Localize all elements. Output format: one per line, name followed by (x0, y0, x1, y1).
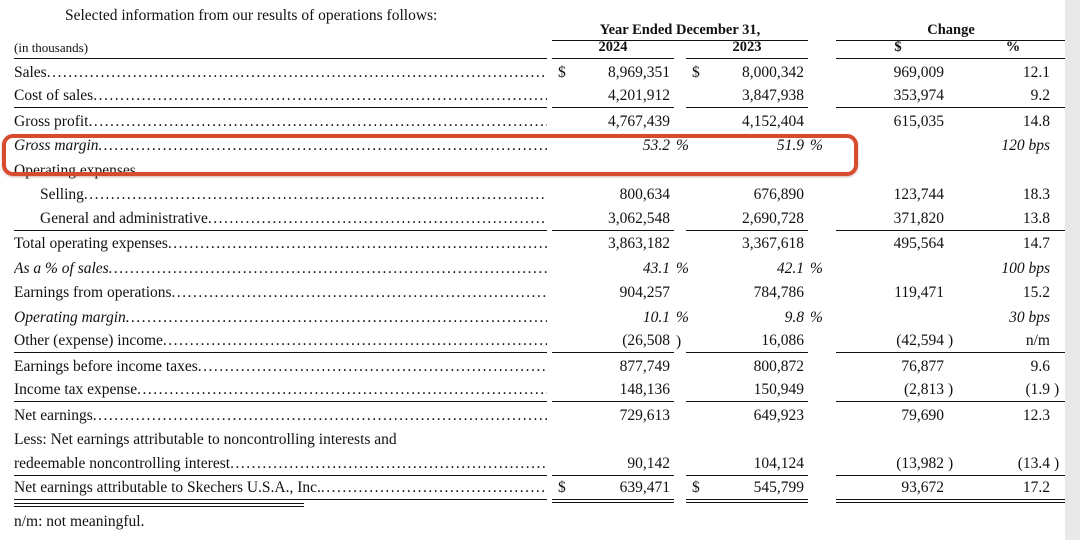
suffix-2024 (674, 253, 686, 255)
value: 371,820 (893, 209, 944, 227)
table-row (14, 108, 1066, 133)
row-label: Earnings before income taxes (14, 357, 198, 375)
table-row (14, 84, 1066, 109)
row-label: Gross profit (14, 112, 89, 130)
col-change-dollar-cell (836, 133, 960, 158)
dot-leader (163, 332, 547, 350)
col-2023-cell (686, 157, 808, 182)
suffix: ) (1054, 454, 1060, 472)
col-change-dollar-cell (836, 231, 960, 256)
col-change-dollar-cell (836, 84, 960, 109)
suffix-2024 (674, 474, 686, 476)
table-row (14, 255, 1066, 280)
row-label-cell (14, 84, 547, 109)
col-change-dollar-cell (836, 451, 960, 476)
header-col-2023: 2023 (686, 41, 808, 59)
currency-symbol: $ (692, 479, 700, 496)
table-row (14, 353, 1066, 378)
suffix-2024: % (676, 308, 689, 326)
suffix-2023 (808, 229, 836, 231)
value: 12.1 (1022, 63, 1050, 81)
value: 150,949 (753, 381, 804, 398)
suffix-2024 (674, 204, 686, 206)
row-label-cell (14, 329, 547, 354)
table-row (14, 427, 1066, 452)
col-change-percent-cell (960, 427, 1066, 452)
col-change-percent-cell (960, 353, 1066, 378)
row-label-cell (14, 108, 547, 133)
suffix-2023: % (810, 259, 823, 277)
value: 9.8 (784, 308, 804, 326)
col-2024-cell (552, 378, 674, 403)
value: 43.1 (642, 259, 670, 277)
col-change-dollar-cell (836, 329, 960, 354)
value: 16,086 (761, 332, 804, 349)
value: (26,508 (622, 332, 670, 349)
table-row (14, 378, 1066, 403)
value: 120 bps (1001, 137, 1050, 154)
col-2023-cell (686, 206, 808, 231)
col-change-percent-cell (960, 329, 1066, 354)
col-2023-cell (686, 182, 808, 207)
suffix-2023 (808, 180, 836, 182)
value: 969,009 (893, 63, 944, 81)
dot-leader (230, 455, 547, 473)
col-change-dollar-cell (836, 280, 960, 305)
table-header-group-row (14, 23, 1066, 41)
table-row (14, 280, 1066, 305)
row-label: Selling (40, 186, 84, 203)
currency-symbol: $ (558, 479, 566, 496)
suffix-2024 (674, 180, 686, 182)
header-col-change-percent: % (960, 41, 1066, 59)
col-change-dollar-cell (836, 476, 960, 501)
col-2024-cell (552, 402, 674, 427)
value: 123,744 (893, 186, 944, 203)
row-label-cell (14, 206, 547, 231)
value: 79,690 (901, 406, 944, 424)
row-label-cell (14, 402, 547, 427)
row-label-cell (14, 451, 547, 476)
suffix-2024 (674, 400, 686, 402)
col-2023-cell (686, 280, 808, 305)
table-row (14, 231, 1066, 256)
dot-leader (137, 381, 547, 399)
table-row (14, 133, 1066, 158)
dot-leader (93, 407, 547, 425)
screen-edge-strip (1065, 0, 1080, 540)
row-label-cell (14, 378, 547, 403)
col-2023-cell (686, 402, 808, 427)
table-row (14, 329, 1066, 354)
value: (13,982 (896, 454, 944, 472)
suffix-2023 (808, 351, 836, 353)
row-label-cell (14, 280, 547, 305)
value: 8,969,351 (608, 63, 670, 81)
col-change-dollar-cell (836, 255, 960, 280)
row-label: Gross margin (14, 137, 99, 154)
dot-leader (198, 358, 547, 376)
results-of-operations-table (0, 23, 1080, 500)
row-label: redeemable noncontrolling interest (14, 454, 231, 472)
col-change-percent-cell (960, 231, 1066, 256)
col-change-dollar-cell (836, 304, 960, 329)
suffix-2023 (808, 302, 836, 304)
row-label: Total operating expenses (14, 235, 168, 252)
col-2024-cell (552, 59, 674, 84)
col-2023-cell (686, 378, 808, 403)
value: 4,152,404 (742, 112, 804, 130)
col-change-percent-cell (960, 304, 1066, 329)
value: (42,594 (896, 332, 944, 349)
col-2024-cell (552, 304, 674, 329)
col-change-percent-cell (960, 84, 1066, 109)
value: 14.7 (1022, 235, 1050, 252)
col-change-dollar-cell (836, 427, 960, 452)
col-change-percent-cell (960, 476, 1066, 501)
value: 76,877 (901, 357, 944, 375)
suffix-2024 (674, 425, 686, 427)
header-col-change-dollar: $ (836, 41, 960, 59)
currency-symbol: $ (558, 63, 566, 81)
row-label: General and administrative (40, 209, 208, 227)
value: 14.8 (1022, 112, 1050, 130)
col-2023-cell (686, 84, 808, 109)
row-label: Sales (14, 63, 47, 81)
col-2023-cell (686, 329, 808, 354)
suffix-2023 (808, 106, 836, 108)
suffix-2023 (808, 204, 836, 206)
row-label-cell (14, 304, 547, 329)
row-label: Less: Net earnings attributable to noncontrolling interests and (14, 431, 397, 448)
value: 353,974 (893, 87, 944, 104)
col-2024-cell (552, 476, 674, 501)
row-label: As a % of sales (14, 259, 109, 277)
suffix: ) (1054, 381, 1060, 398)
value: 3,863,182 (608, 235, 670, 252)
suffix-2023: % (810, 308, 823, 326)
col-2024-cell (552, 451, 674, 476)
col-2024-cell (552, 329, 674, 354)
suffix-2024 (674, 106, 686, 108)
suffix: ) (948, 454, 954, 472)
col-change-dollar-cell (836, 182, 960, 207)
row-label: Earnings from operations (14, 284, 172, 301)
row-label: Income tax expense (14, 381, 138, 398)
col-2024-cell (552, 157, 674, 182)
suffix-2024: % (676, 137, 689, 154)
col-2023-cell (686, 353, 808, 378)
value: 30 bps (1009, 308, 1050, 326)
row-label: Net earnings (14, 406, 93, 424)
suffix-2024: % (676, 259, 689, 277)
col-2024-cell (552, 133, 674, 158)
suffix-2024 (674, 376, 686, 378)
value: 51.9 (776, 137, 804, 154)
value: 4,201,912 (608, 87, 670, 104)
row-label-cell (14, 182, 547, 207)
table-header-column-row (14, 41, 1066, 59)
value: 2,690,728 (742, 209, 804, 227)
col-2024-cell (552, 182, 674, 207)
table-rows (14, 59, 1066, 500)
row-label-cell (14, 476, 547, 501)
value: 800,872 (753, 357, 804, 375)
value: 104,124 (753, 454, 804, 472)
value: 784,786 (753, 284, 804, 301)
value: 649,923 (753, 406, 804, 424)
col-change-dollar-cell (836, 59, 960, 84)
value: 4,767,439 (608, 112, 670, 130)
col-change-percent-cell (960, 133, 1066, 158)
value: 545,799 (753, 479, 804, 496)
value: (2,813 (903, 381, 944, 398)
col-2024-cell (552, 427, 674, 452)
col-2023-cell (686, 108, 808, 133)
col-change-percent-cell (960, 451, 1066, 476)
col-change-dollar-cell (836, 378, 960, 403)
dot-leader (88, 113, 547, 131)
table-row (14, 59, 1066, 84)
row-label-cell (14, 133, 547, 158)
col-change-percent-cell (960, 182, 1066, 207)
dot-leader (126, 309, 547, 327)
value: 877,749 (619, 357, 670, 375)
col-2023-cell (686, 231, 808, 256)
page-title: Selected information from our results of operations follows: (65, 7, 438, 24)
value: 119,471 (894, 284, 944, 301)
header-year-ended: Year Ended December 31, (552, 22, 808, 41)
value: 800,634 (619, 186, 670, 203)
col-2023-cell (686, 255, 808, 280)
suffix-2023 (808, 400, 836, 402)
row-label-cell (14, 353, 547, 378)
row-label-cell (14, 427, 547, 452)
suffix-2023 (808, 131, 836, 133)
col-change-percent-cell (960, 59, 1066, 84)
col-2023-cell (686, 451, 808, 476)
suffix-2024 (674, 498, 686, 500)
col-change-percent-cell (960, 402, 1066, 427)
suffix: ) (948, 332, 954, 349)
value: 100 bps (1001, 259, 1050, 277)
value: 639,471 (619, 479, 670, 496)
table-row (14, 451, 1066, 476)
col-2024-cell (552, 206, 674, 231)
col-change-percent-cell (960, 280, 1066, 305)
col-change-percent-cell (960, 206, 1066, 231)
row-label-cell (14, 59, 547, 84)
suffix-2023 (808, 498, 836, 500)
value: 12.3 (1022, 406, 1050, 424)
col-change-dollar-cell (836, 402, 960, 427)
suffix-2024 (674, 229, 686, 231)
table-row (14, 476, 1066, 501)
value: 15.2 (1022, 284, 1050, 301)
suffix-2023 (808, 376, 836, 378)
col-change-dollar-cell (836, 353, 960, 378)
suffix-2024 (674, 131, 686, 133)
value: 495,564 (893, 235, 944, 252)
col-2024-cell (552, 280, 674, 305)
dot-leader (84, 186, 547, 204)
value: (1.9 (1025, 381, 1050, 398)
value: 10.1 (642, 308, 670, 326)
value: 676,890 (753, 186, 804, 203)
col-2023-cell (686, 476, 808, 501)
col-change-dollar-cell (836, 157, 960, 182)
value: 3,367,618 (742, 235, 804, 252)
col-change-dollar-cell (836, 206, 960, 231)
col-2023-cell (686, 427, 808, 452)
suffix-2023 (808, 425, 836, 427)
row-label: Operating expenses (14, 161, 136, 179)
dot-leader (109, 260, 547, 278)
col-2023-cell (686, 59, 808, 84)
table-row (14, 206, 1066, 231)
suffix-2023: % (810, 137, 823, 154)
table-row (14, 402, 1066, 427)
dot-leader (321, 479, 547, 497)
value: 3,847,938 (742, 87, 804, 104)
col-change-percent-cell (960, 157, 1066, 182)
row-label: Other (expense) income (14, 332, 163, 349)
dot-leader (168, 235, 547, 253)
suffix-2024: ) (676, 333, 682, 350)
col-2024-cell (552, 84, 674, 109)
suffix-2024 (674, 449, 686, 451)
dot-leader (93, 87, 547, 105)
value: 729,613 (619, 406, 670, 424)
col-change-percent-cell (960, 108, 1066, 133)
suffix-2023 (808, 449, 836, 451)
value: 9.2 (1030, 87, 1050, 104)
suffix-2024 (674, 82, 686, 84)
header-col-2024: 2024 (552, 41, 674, 59)
value: 13.8 (1022, 209, 1050, 227)
value: 17.2 (1022, 479, 1050, 496)
table-row (14, 304, 1066, 329)
col-2023-cell (686, 304, 808, 329)
dot-leader (99, 137, 547, 155)
suffix-2023 (808, 253, 836, 255)
table-row (14, 182, 1066, 207)
dot-leader (208, 210, 547, 228)
col-change-percent-cell (960, 255, 1066, 280)
suffix: ) (948, 381, 954, 398)
row-label: Operating margin (14, 308, 126, 326)
suffix-2023 (808, 474, 836, 476)
col-2024-cell (552, 255, 674, 280)
col-change-dollar-cell (836, 108, 960, 133)
value: 904,257 (619, 284, 670, 301)
col-change-percent-cell (960, 378, 1066, 403)
dot-leader (47, 64, 547, 82)
value: 42.1 (776, 259, 804, 277)
currency-symbol: $ (692, 63, 700, 81)
header-in-thousands: (in thousands) (14, 41, 547, 59)
value: (13.4 (1017, 454, 1050, 472)
row-label-cell (14, 255, 547, 280)
suffix-2024 (674, 302, 686, 304)
value: 18.3 (1022, 186, 1050, 203)
header-change: Change (836, 22, 1066, 41)
value: n/m (1025, 332, 1050, 349)
row-label-cell (14, 231, 547, 256)
footnote-text: n/m: not meaningful. (14, 512, 145, 530)
value: 53.2 (642, 137, 670, 154)
value: 3,062,548 (608, 209, 670, 227)
col-2023-cell (686, 133, 808, 158)
row-label-cell (14, 157, 547, 182)
suffix-2023 (808, 82, 836, 84)
row-label: Net earnings attributable to Skechers U.S.A., Inc. (14, 479, 321, 496)
col-2024-cell (552, 353, 674, 378)
table-row (14, 157, 1066, 182)
row-label: Cost of sales (14, 87, 94, 104)
value: 8,000,342 (742, 63, 804, 81)
value: 90,142 (627, 454, 670, 472)
col-2024-cell (552, 231, 674, 256)
value: 93,672 (901, 479, 944, 496)
value: 9.6 (1030, 357, 1050, 375)
value: 615,035 (893, 112, 944, 130)
col-2024-cell (552, 108, 674, 133)
value: 148,136 (619, 381, 670, 398)
dot-leader (172, 284, 547, 302)
